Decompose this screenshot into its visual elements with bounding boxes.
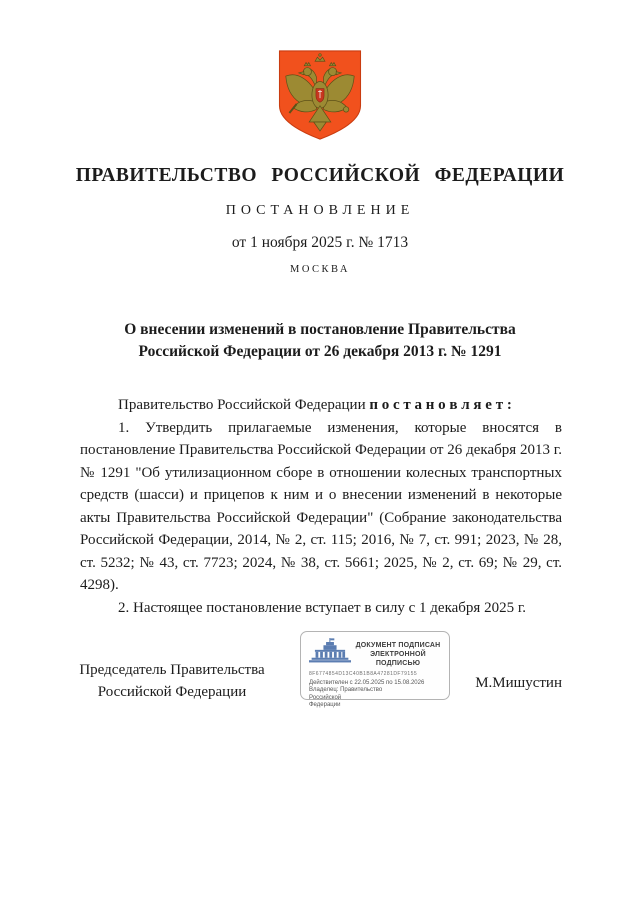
intro-text: Правительство Российской Федерации [118,397,370,413]
stamp-header [309,638,441,668]
signer-position [72,659,272,703]
doc-title-line1: О внесении изменений в постановление Правительства [124,321,516,338]
government-building-icon [309,638,351,663]
stamp-owner-line1: Владелец: Правительство Российской [309,687,383,701]
signer-position-line1: Председатель Правительства [79,662,265,678]
russian-coat-of-arms-icon [275,48,365,142]
paragraph-2: 2. Настоящее постановление вступает в силу с 1 декабря 2025 г. [118,599,527,616]
doc-body [80,394,562,619]
doc-date-number: от 1 ноября 2025 г. № 1713 [231,234,409,251]
doc-type-heading: ПОСТАНОВЛЕНИЕ [225,203,415,218]
paragraph-1: 1. Утвердить прилагаемые изменения, которые вносятся в постановление Правительства Российской Федерации от 26 декабря 2013 г. № 1291 "Об утилизационном сборе в отношении колесных транспортных средств (шасси) и прицепов к ним и о внесении изменений в некоторые акты Правительства Российской Федерации" (Собрание законодательства Российской Федерации, 2014, № 2, ст. 115; 2016, № 7, ст. 991; 2023, № 28, ст. 5232; № 43, ст. 7723; 2024, № 38, ст. 5661; 2025, № 2, ст. 69; № 29, ст. 4298). [80,419,562,593]
stamp-title-line2: ЭЛЕКТРОННОЙ ПОДПИСЬЮ [370,651,426,667]
doc-city: МОСКВА [290,264,350,275]
intro-emphasis: п о с т а н о в л я е т : [369,397,512,413]
doc-title-line2: Российской Федерации от 26 декабря 2013 г. № 1291 [138,343,502,360]
signer-position-line2: Российской Федерации [97,684,247,700]
org-name-heading: ПРАВИТЕЛЬСТВО РОССИЙСКОЙ ФЕДЕРАЦИИ [75,165,565,186]
signer-name: М.Мишустин [475,675,562,691]
doc-title [0,319,640,363]
stamp-validity: Действителен с 22.05.2025 по 15.08.2026 [309,679,425,686]
stamp-certificate-number: 8F6774854D13C40B1B8A47281DF79155 [309,671,418,677]
stamp-title-line1: ДОКУМЕНТ ПОДПИСАН [355,642,441,649]
emblem-container [0,0,640,147]
stamp-owner-line2: Федерации [309,702,341,708]
electronic-signature-stamp [300,631,450,708]
stamp-owner [309,687,409,710]
intro-paragraph [80,394,562,417]
signature-area [0,631,640,726]
stamp-title [355,638,441,668]
